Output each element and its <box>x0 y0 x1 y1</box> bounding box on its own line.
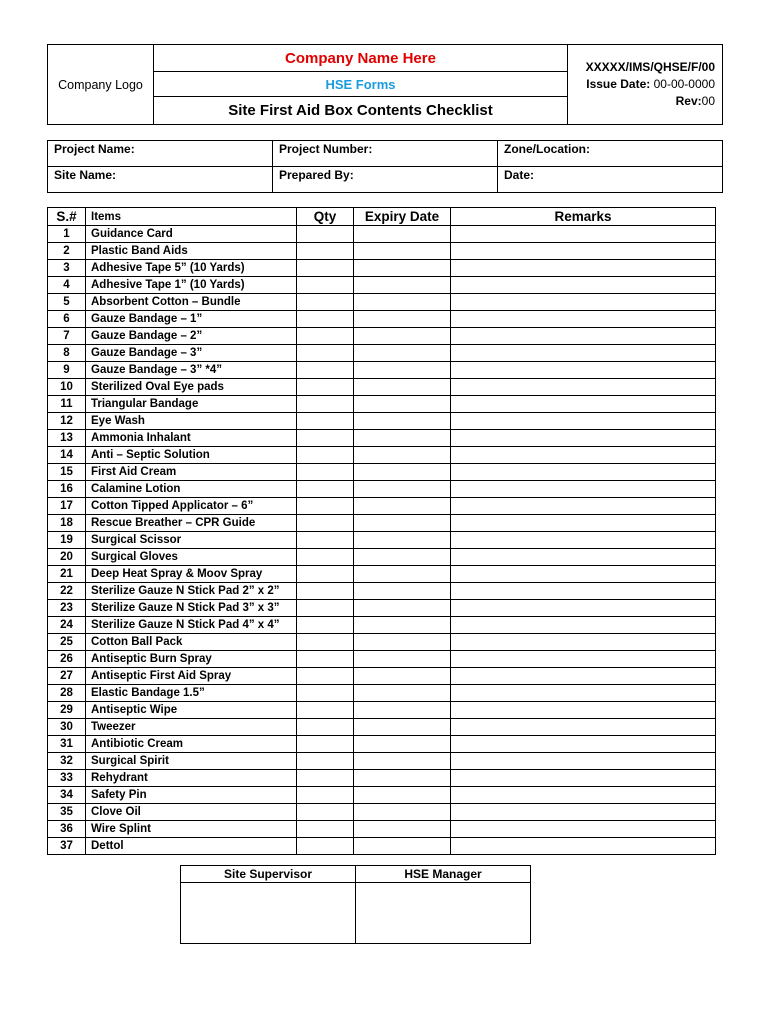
row-item: Sterilize Gauze N Stick Pad 4” x 4” <box>86 617 297 634</box>
row-expiry-date-cell[interactable] <box>354 345 451 362</box>
col-header-remarks: Remarks <box>451 208 716 226</box>
row-sn: 34 <box>48 787 86 804</box>
row-qty-cell[interactable] <box>297 396 354 413</box>
row-sn: 14 <box>48 447 86 464</box>
checklist-header-row <box>48 208 716 226</box>
row-item: Adhesive Tape 1” (10 Yards) <box>86 277 297 294</box>
date-field[interactable]: Date: <box>498 167 723 193</box>
site-supervisor-label: Site Supervisor <box>181 866 356 883</box>
row-remarks-cell[interactable] <box>451 583 716 600</box>
document-code: XXXXX/IMS/QHSE/F/00 <box>585 60 715 74</box>
row-sn: 3 <box>48 260 86 277</box>
row-remarks-cell[interactable] <box>451 430 716 447</box>
table-row <box>48 328 716 345</box>
table-row <box>48 464 716 481</box>
row-sn: 35 <box>48 804 86 821</box>
table-row <box>48 617 716 634</box>
row-expiry-date-cell[interactable] <box>354 651 451 668</box>
row-qty-cell[interactable] <box>297 345 354 362</box>
row-qty-cell[interactable] <box>297 549 354 566</box>
col-header-sn: S.# <box>48 208 86 226</box>
table-row <box>48 498 716 515</box>
prepared-by-field[interactable]: Prepared By: <box>273 167 498 193</box>
row-item: Elastic Bandage 1.5” <box>86 685 297 702</box>
row-qty-cell[interactable] <box>297 736 354 753</box>
row-qty-cell[interactable] <box>297 277 354 294</box>
row-item: Surgical Scissor <box>86 532 297 549</box>
issue-date-label: Issue Date: <box>586 77 651 91</box>
table-row <box>48 481 716 498</box>
table-row <box>48 736 716 753</box>
row-expiry-date-cell[interactable] <box>354 549 451 566</box>
row-expiry-date-cell[interactable] <box>354 821 451 838</box>
row-expiry-date-cell[interactable] <box>354 260 451 277</box>
table-row <box>48 787 716 804</box>
row-sn: 15 <box>48 464 86 481</box>
row-item: Sterilize Gauze N Stick Pad 2” x 2” <box>86 583 297 600</box>
row-item: First Aid Cream <box>86 464 297 481</box>
row-expiry-date-cell[interactable] <box>354 600 451 617</box>
row-qty-cell[interactable] <box>297 226 354 243</box>
row-item: Rescue Breather – CPR Guide <box>86 515 297 532</box>
row-qty-cell[interactable] <box>297 702 354 719</box>
row-remarks-cell[interactable] <box>451 753 716 770</box>
row-qty-cell[interactable] <box>297 651 354 668</box>
row-sn: 31 <box>48 736 86 753</box>
row-sn: 9 <box>48 362 86 379</box>
row-item: Triangular Bandage <box>86 396 297 413</box>
row-sn: 2 <box>48 243 86 260</box>
row-expiry-date-cell[interactable] <box>354 226 451 243</box>
row-expiry-date-cell[interactable] <box>354 447 451 464</box>
table-row <box>48 821 716 838</box>
row-item: Anti – Septic Solution <box>86 447 297 464</box>
row-remarks-cell[interactable] <box>451 447 716 464</box>
row-item: Surgical Gloves <box>86 549 297 566</box>
row-sn: 4 <box>48 277 86 294</box>
row-expiry-date-cell[interactable] <box>354 413 451 430</box>
row-sn: 25 <box>48 634 86 651</box>
row-qty-cell[interactable] <box>297 804 354 821</box>
row-expiry-date-cell[interactable] <box>354 277 451 294</box>
table-row <box>48 413 716 430</box>
hse-manager-label: HSE Manager <box>356 866 531 883</box>
row-remarks-cell[interactable] <box>451 379 716 396</box>
row-sn: 7 <box>48 328 86 345</box>
row-item: Safety Pin <box>86 787 297 804</box>
row-expiry-date-cell[interactable] <box>354 362 451 379</box>
row-sn: 11 <box>48 396 86 413</box>
row-remarks-cell[interactable] <box>451 566 716 583</box>
row-remarks-cell[interactable] <box>451 328 716 345</box>
row-item: Calamine Lotion <box>86 481 297 498</box>
row-qty-cell[interactable] <box>297 821 354 838</box>
row-item: Antiseptic Burn Spray <box>86 651 297 668</box>
row-sn: 29 <box>48 702 86 719</box>
row-sn: 33 <box>48 770 86 787</box>
row-item: Clove Oil <box>86 804 297 821</box>
row-remarks-cell[interactable] <box>451 787 716 804</box>
row-sn: 37 <box>48 838 86 855</box>
row-expiry-date-cell[interactable] <box>354 634 451 651</box>
row-qty-cell[interactable] <box>297 753 354 770</box>
row-item: Sterilized Oval Eye pads <box>86 379 297 396</box>
row-qty-cell[interactable] <box>297 260 354 277</box>
row-remarks-cell[interactable] <box>451 634 716 651</box>
document-meta <box>568 45 723 125</box>
issue-date-value: 00-00-0000 <box>650 77 715 91</box>
row-expiry-date-cell[interactable] <box>354 583 451 600</box>
row-expiry-date-cell[interactable] <box>354 736 451 753</box>
row-remarks-cell[interactable] <box>451 311 716 328</box>
row-sn: 1 <box>48 226 86 243</box>
row-sn: 17 <box>48 498 86 515</box>
row-item: Tweezer <box>86 719 297 736</box>
row-qty-cell[interactable] <box>297 447 354 464</box>
row-remarks-cell[interactable] <box>451 362 716 379</box>
row-sn: 22 <box>48 583 86 600</box>
row-expiry-date-cell[interactable] <box>354 328 451 345</box>
row-remarks-cell[interactable] <box>451 464 716 481</box>
table-row <box>48 532 716 549</box>
project-info-table <box>47 140 723 193</box>
row-item: Gauze Bandage – 3” *4” <box>86 362 297 379</box>
row-expiry-date-cell[interactable] <box>354 787 451 804</box>
row-expiry-date-cell[interactable] <box>354 838 451 855</box>
row-qty-cell[interactable] <box>297 532 354 549</box>
row-sn: 5 <box>48 294 86 311</box>
table-row <box>48 583 716 600</box>
row-expiry-date-cell[interactable] <box>354 430 451 447</box>
row-item: Antibiotic Cream <box>86 736 297 753</box>
row-expiry-date-cell[interactable] <box>354 464 451 481</box>
row-remarks-cell[interactable] <box>451 770 716 787</box>
row-qty-cell[interactable] <box>297 243 354 260</box>
row-sn: 30 <box>48 719 86 736</box>
row-sn: 21 <box>48 566 86 583</box>
row-remarks-cell[interactable] <box>451 413 716 430</box>
table-row <box>48 396 716 413</box>
row-sn: 12 <box>48 413 86 430</box>
row-item: Cotton Tipped Applicator – 6” <box>86 498 297 515</box>
row-qty-cell[interactable] <box>297 668 354 685</box>
table-row <box>48 379 716 396</box>
signature-table <box>180 865 531 944</box>
row-remarks-cell[interactable] <box>451 549 716 566</box>
row-sn: 13 <box>48 430 86 447</box>
table-row <box>48 549 716 566</box>
row-remarks-cell[interactable] <box>451 498 716 515</box>
row-qty-cell[interactable] <box>297 515 354 532</box>
table-row <box>48 447 716 464</box>
row-qty-cell[interactable] <box>297 481 354 498</box>
row-expiry-date-cell[interactable] <box>354 311 451 328</box>
row-expiry-date-cell[interactable] <box>354 668 451 685</box>
row-expiry-date-cell[interactable] <box>354 498 451 515</box>
row-expiry-date-cell[interactable] <box>354 719 451 736</box>
row-remarks-cell[interactable] <box>451 277 716 294</box>
zone-location-field[interactable]: Zone/Location: <box>498 141 723 167</box>
row-remarks-cell[interactable] <box>451 804 716 821</box>
row-item: Antiseptic Wipe <box>86 702 297 719</box>
row-qty-cell[interactable] <box>297 719 354 736</box>
row-remarks-cell[interactable] <box>451 532 716 549</box>
row-item: Cotton Ball Pack <box>86 634 297 651</box>
row-remarks-cell[interactable] <box>451 226 716 243</box>
row-expiry-date-cell[interactable] <box>354 481 451 498</box>
col-header-qty: Qty <box>297 208 354 226</box>
row-qty-cell[interactable] <box>297 379 354 396</box>
row-item: Guidance Card <box>86 226 297 243</box>
table-row <box>48 651 716 668</box>
row-qty-cell[interactable] <box>297 787 354 804</box>
row-qty-cell[interactable] <box>297 838 354 855</box>
site-name-field[interactable]: Site Name: <box>48 167 273 193</box>
row-qty-cell[interactable] <box>297 413 354 430</box>
row-item: Rehydrant <box>86 770 297 787</box>
row-expiry-date-cell[interactable] <box>354 566 451 583</box>
table-row <box>48 685 716 702</box>
row-sn: 16 <box>48 481 86 498</box>
row-item: Sterilize Gauze N Stick Pad 3” x 3” <box>86 600 297 617</box>
row-qty-cell[interactable] <box>297 294 354 311</box>
table-row <box>48 311 716 328</box>
row-qty-cell[interactable] <box>297 617 354 634</box>
row-remarks-cell[interactable] <box>451 702 716 719</box>
row-remarks-cell[interactable] <box>451 600 716 617</box>
table-row <box>48 226 716 243</box>
row-remarks-cell[interactable] <box>451 651 716 668</box>
row-expiry-date-cell[interactable] <box>354 770 451 787</box>
row-item: Wire Splint <box>86 821 297 838</box>
row-remarks-cell[interactable] <box>451 821 716 838</box>
checklist-table <box>47 207 716 855</box>
form-title: Site First Aid Box Contents Checklist <box>154 97 568 125</box>
table-row <box>48 243 716 260</box>
row-remarks-cell[interactable] <box>451 345 716 362</box>
row-qty-cell[interactable] <box>297 328 354 345</box>
row-remarks-cell[interactable] <box>451 243 716 260</box>
row-qty-cell[interactable] <box>297 464 354 481</box>
row-sn: 36 <box>48 821 86 838</box>
forms-subtitle: HSE Forms <box>154 72 568 97</box>
row-item: Gauze Bandage – 2” <box>86 328 297 345</box>
table-row <box>48 277 716 294</box>
site-supervisor-signature-box[interactable] <box>181 883 356 944</box>
row-item: Absorbent Cotton – Bundle <box>86 294 297 311</box>
row-expiry-date-cell[interactable] <box>354 702 451 719</box>
table-row <box>48 345 716 362</box>
row-sn: 27 <box>48 668 86 685</box>
row-sn: 18 <box>48 515 86 532</box>
row-expiry-date-cell[interactable] <box>354 617 451 634</box>
row-sn: 10 <box>48 379 86 396</box>
row-expiry-date-cell[interactable] <box>354 243 451 260</box>
company-logo: Company Logo <box>48 45 154 125</box>
row-sn: 19 <box>48 532 86 549</box>
table-row <box>48 634 716 651</box>
row-item: Deep Heat Spray & Moov Spray <box>86 566 297 583</box>
row-sn: 24 <box>48 617 86 634</box>
row-remarks-cell[interactable] <box>451 481 716 498</box>
col-header-expiry-date: Expiry Date <box>354 208 451 226</box>
table-row <box>48 838 716 855</box>
table-row <box>48 702 716 719</box>
row-expiry-date-cell[interactable] <box>354 515 451 532</box>
row-qty-cell[interactable] <box>297 685 354 702</box>
table-row <box>48 753 716 770</box>
row-remarks-cell[interactable] <box>451 719 716 736</box>
rev-label: Rev: <box>675 94 702 108</box>
table-row <box>48 600 716 617</box>
table-row <box>48 294 716 311</box>
row-remarks-cell[interactable] <box>451 294 716 311</box>
row-sn: 23 <box>48 600 86 617</box>
row-item: Dettol <box>86 838 297 855</box>
hse-manager-signature-box[interactable] <box>356 883 531 944</box>
row-expiry-date-cell[interactable] <box>354 532 451 549</box>
table-row <box>48 430 716 447</box>
row-qty-cell[interactable] <box>297 566 354 583</box>
row-expiry-date-cell[interactable] <box>354 396 451 413</box>
row-item: Ammonia Inhalant <box>86 430 297 447</box>
table-row <box>48 668 716 685</box>
row-expiry-date-cell[interactable] <box>354 753 451 770</box>
table-row <box>48 566 716 583</box>
row-sn: 28 <box>48 685 86 702</box>
row-remarks-cell[interactable] <box>451 396 716 413</box>
row-qty-cell[interactable] <box>297 311 354 328</box>
table-row <box>48 515 716 532</box>
row-remarks-cell[interactable] <box>451 668 716 685</box>
row-qty-cell[interactable] <box>297 583 354 600</box>
row-remarks-cell[interactable] <box>451 260 716 277</box>
row-qty-cell[interactable] <box>297 362 354 379</box>
company-name: Company Name Here <box>154 45 568 72</box>
row-expiry-date-cell[interactable] <box>354 685 451 702</box>
row-expiry-date-cell[interactable] <box>354 294 451 311</box>
table-row <box>48 260 716 277</box>
project-number-field[interactable]: Project Number: <box>273 141 498 167</box>
row-item: Eye Wash <box>86 413 297 430</box>
row-qty-cell[interactable] <box>297 634 354 651</box>
row-item: Plastic Band Aids <box>86 243 297 260</box>
project-name-field[interactable]: Project Name: <box>48 141 273 167</box>
row-qty-cell[interactable] <box>297 498 354 515</box>
table-row <box>48 770 716 787</box>
row-remarks-cell[interactable] <box>451 685 716 702</box>
table-row <box>48 719 716 736</box>
row-sn: 32 <box>48 753 86 770</box>
row-sn: 6 <box>48 311 86 328</box>
row-remarks-cell[interactable] <box>451 515 716 532</box>
row-item: Antiseptic First Aid Spray <box>86 668 297 685</box>
table-row <box>48 362 716 379</box>
row-expiry-date-cell[interactable] <box>354 804 451 821</box>
row-qty-cell[interactable] <box>297 600 354 617</box>
checklist-body <box>48 226 716 855</box>
row-remarks-cell[interactable] <box>451 838 716 855</box>
table-row <box>48 804 716 821</box>
row-item: Surgical Spirit <box>86 753 297 770</box>
form-header <box>47 44 723 125</box>
row-remarks-cell[interactable] <box>451 736 716 753</box>
row-item: Adhesive Tape 5” (10 Yards) <box>86 260 297 277</box>
row-sn: 8 <box>48 345 86 362</box>
row-item: Gauze Bandage – 1” <box>86 311 297 328</box>
row-sn: 26 <box>48 651 86 668</box>
row-expiry-date-cell[interactable] <box>354 379 451 396</box>
row-qty-cell[interactable] <box>297 430 354 447</box>
row-sn: 20 <box>48 549 86 566</box>
col-header-items: Items <box>86 208 297 226</box>
row-remarks-cell[interactable] <box>451 617 716 634</box>
row-qty-cell[interactable] <box>297 770 354 787</box>
rev-value: 00 <box>701 94 715 108</box>
row-item: Gauze Bandage – 3” <box>86 345 297 362</box>
